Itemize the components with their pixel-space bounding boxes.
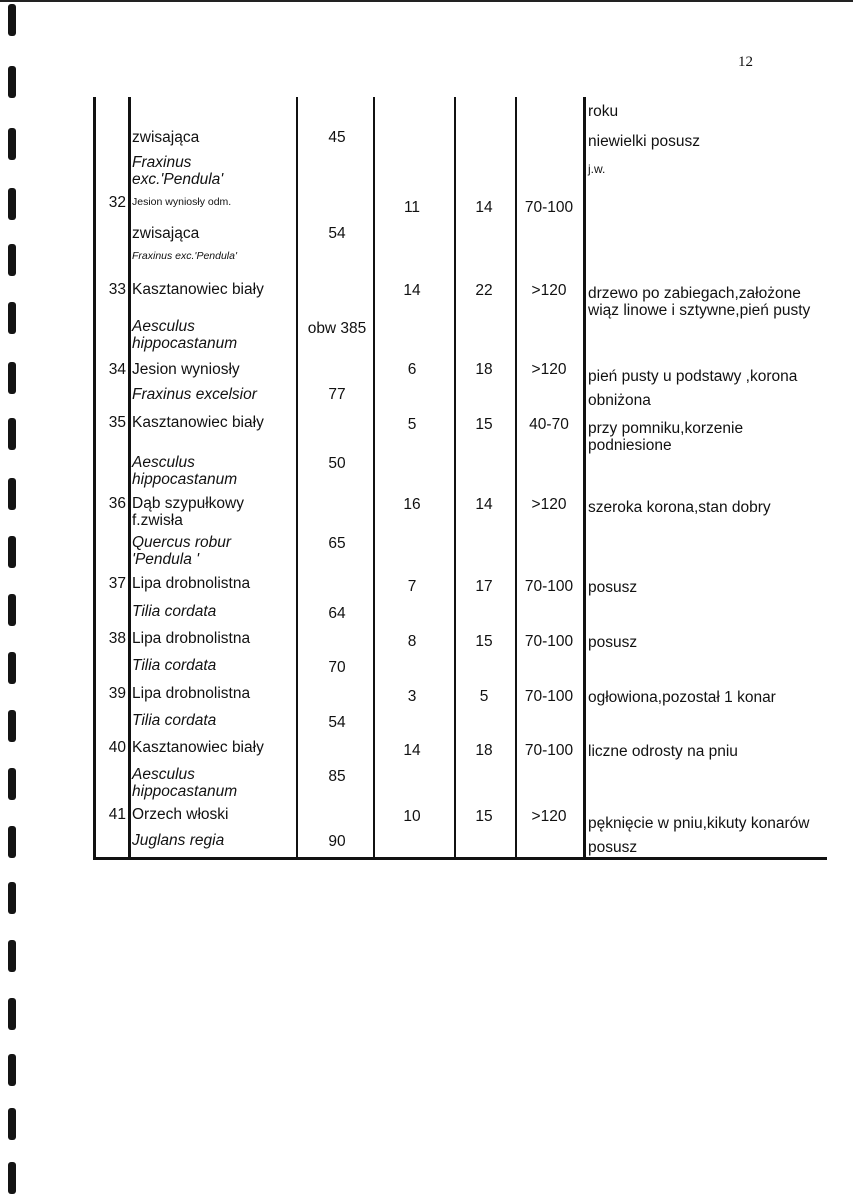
crown-cell: 14 <box>475 496 493 513</box>
note-cell: posusz <box>588 579 638 596</box>
note-cell: szeroka korona,stan dobry <box>588 499 771 516</box>
column-divider <box>128 97 131 859</box>
latin-name-cell: Fraxinus excelsior <box>132 386 257 403</box>
name-pl-cell: Lipa drobnolistna <box>132 685 251 702</box>
note-cell: przy pomniku,korzenie podniesione <box>588 420 744 454</box>
binder-hole <box>8 826 16 858</box>
height-cell: 16 <box>403 496 421 513</box>
binder-hole <box>8 998 16 1030</box>
note-cell: liczne odrosty na pniu <box>588 743 738 760</box>
name-pl-cell: zwisająca <box>132 225 200 242</box>
scan-top-edge <box>0 0 853 2</box>
binder-hole <box>8 128 16 160</box>
latin-name-cell: Aesculus hippocastanum <box>132 454 238 488</box>
note-cell: roku <box>588 103 619 120</box>
age-cell: >120 <box>531 282 567 299</box>
column-divider <box>296 97 298 859</box>
circumference-cell: 77 <box>328 386 346 403</box>
height-cell: 5 <box>407 416 417 433</box>
age-cell: >120 <box>531 808 567 825</box>
height-cell: 11 <box>403 199 421 216</box>
name-pl-cell: Jesion wyniosły odm. <box>132 196 232 208</box>
name-pl-cell: Kasztanowiec biały <box>132 414 264 431</box>
note-cell: posusz <box>588 634 638 651</box>
age-cell: 70-100 <box>524 742 574 759</box>
latin-name-cell: Quercus robur 'Pendula ' <box>132 534 232 568</box>
name-pl-cell: Lipa drobnolistna <box>132 575 251 592</box>
latin-name-cell: Tilia cordata <box>132 657 217 674</box>
height-cell: 3 <box>407 688 417 705</box>
crown-cell: 15 <box>475 416 493 433</box>
binder-hole <box>8 188 16 220</box>
row-number: 37 <box>108 575 126 592</box>
binder-hole <box>8 710 16 742</box>
note-cell: ogłowiona,pozostał 1 konar <box>588 689 776 706</box>
circumference-cell: obw 385 <box>307 320 367 337</box>
crown-cell: 14 <box>475 199 493 216</box>
circumference-cell: 70 <box>328 659 346 676</box>
latin-name-cell: Tilia cordata <box>132 712 217 729</box>
column-divider <box>93 97 96 859</box>
name-pl-cell: Kasztanowiec biały <box>132 739 264 756</box>
height-cell: 6 <box>407 361 417 378</box>
note-cell: pień pusty u podstawy ,korona obniżona <box>588 368 798 409</box>
binder-hole <box>8 4 16 36</box>
row-number: 35 <box>108 414 126 431</box>
note-cell: j.w. <box>588 162 606 176</box>
binder-hole <box>8 362 16 394</box>
crown-cell: 15 <box>475 633 493 650</box>
circumference-cell: 90 <box>328 833 346 850</box>
page-number: 12 <box>738 54 753 70</box>
circumference-cell: 64 <box>328 605 346 622</box>
row-number: 40 <box>108 739 126 756</box>
latin-name-cell: Fraxinus exc.'Pendula' <box>132 250 237 262</box>
age-cell: 70-100 <box>524 199 574 216</box>
height-cell: 10 <box>403 808 421 825</box>
circumference-cell: 45 <box>328 129 346 146</box>
latin-name-cell: Juglans regia <box>132 832 225 849</box>
note-cell: niewielki posusz <box>588 133 700 150</box>
age-cell: 70-100 <box>524 578 574 595</box>
age-cell: 70-100 <box>524 633 574 650</box>
row-number: 33 <box>108 281 126 298</box>
age-cell: 70-100 <box>524 688 574 705</box>
binder-hole <box>8 1108 16 1140</box>
age-cell: >120 <box>531 496 567 513</box>
name-pl-cell: Jesion wyniosły <box>132 361 240 378</box>
name-pl-cell: zwisająca <box>132 129 200 146</box>
row-number: 38 <box>108 630 126 647</box>
binder-hole <box>8 478 16 510</box>
crown-cell: 5 <box>479 688 489 705</box>
binder-hole <box>8 302 16 334</box>
binder-hole <box>8 1162 16 1194</box>
row-number: 41 <box>108 806 126 823</box>
circumference-cell: 85 <box>328 768 346 785</box>
height-cell: 14 <box>403 282 421 299</box>
circumference-cell: 54 <box>328 714 346 731</box>
crown-cell: 15 <box>475 808 493 825</box>
binder-hole <box>8 244 16 276</box>
name-pl-cell: Dąb szypułkowy f.zwisła <box>132 495 244 529</box>
height-cell: 7 <box>407 578 417 595</box>
binder-hole <box>8 652 16 684</box>
name-pl-cell: Kasztanowiec biały <box>132 281 264 298</box>
column-divider <box>373 97 375 859</box>
latin-name-cell: Aesculus hippocastanum <box>132 766 238 800</box>
binder-hole <box>8 536 16 568</box>
column-divider <box>454 97 456 859</box>
latin-name-cell: Fraxinus exc.'Pendula' <box>132 154 224 188</box>
binder-hole <box>8 418 16 450</box>
circumference-cell: 65 <box>328 535 346 552</box>
latin-name-cell: Tilia cordata <box>132 603 217 620</box>
name-pl-cell: Orzech włoski <box>132 806 229 823</box>
note-cell: drzewo po zabiegach,założone wiąz linowe i sztywne,pień pusty <box>588 285 811 319</box>
binder-hole <box>8 1054 16 1086</box>
row-number: 34 <box>108 361 126 378</box>
binder-hole <box>8 594 16 626</box>
column-divider <box>583 97 586 859</box>
latin-name-cell: Aesculus hippocastanum <box>132 318 238 352</box>
crown-cell: 17 <box>475 578 493 595</box>
row-number: 32 <box>108 194 126 211</box>
note-cell: pęknięcie w pniu,kikuty konarów posusz <box>588 815 810 856</box>
crown-cell: 22 <box>475 282 493 299</box>
age-cell: 40-70 <box>529 416 569 433</box>
height-cell: 14 <box>403 742 421 759</box>
row-number: 39 <box>108 685 126 702</box>
age-cell: >120 <box>531 361 567 378</box>
row-number: 36 <box>108 495 126 512</box>
circumference-cell: 50 <box>328 455 346 472</box>
column-divider <box>515 97 517 859</box>
binder-hole <box>8 940 16 972</box>
binder-hole <box>8 882 16 914</box>
circumference-cell: 54 <box>328 225 346 242</box>
height-cell: 8 <box>407 633 417 650</box>
binder-hole <box>8 66 16 98</box>
name-pl-cell: Lipa drobnolistna <box>132 630 251 647</box>
crown-cell: 18 <box>475 361 493 378</box>
crown-cell: 18 <box>475 742 493 759</box>
binder-hole <box>8 768 16 800</box>
